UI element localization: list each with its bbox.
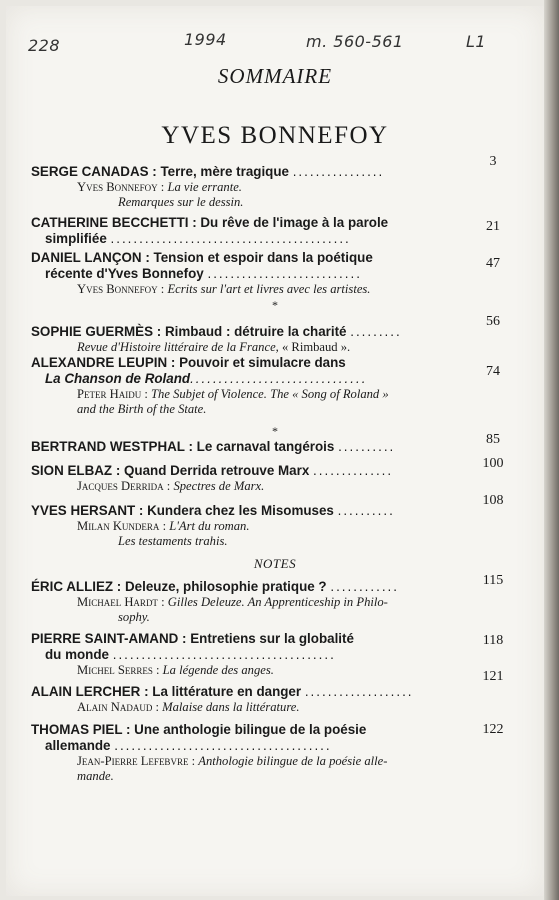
review-author: Jacques Derrida: [77, 479, 164, 493]
entry-author: SERGE CANADAS: [31, 164, 149, 179]
review-line: Milan Kundera : L'Art du roman.: [77, 519, 250, 533]
entry-author: ALEXANDRE LEUPIN: [31, 355, 168, 370]
toc-entry: [31, 631, 501, 678]
entry-title: Le carnaval tangérois: [196, 439, 335, 454]
review-line: [31, 534, 501, 549]
entry-title: Terre, mère tragique: [160, 164, 289, 179]
document-page: [6, 6, 544, 896]
leader-dots: .........: [350, 324, 402, 339]
entry-title: allemande: [45, 738, 111, 753]
entry-heading-cont: [31, 371, 501, 387]
review-title: Anthologie bilingue de la poésie alle-: [198, 754, 388, 768]
leader-dots: ...............................: [190, 371, 368, 386]
entry-page-number: 21: [486, 219, 500, 234]
entry-heading: PIERRE SAINT-AMAND : Entretiens sur la globalité: [31, 631, 354, 646]
review-title: Les testaments trahis.: [118, 534, 228, 548]
entry-title: Tension et espoir dans la poétique: [153, 250, 373, 265]
entry-page-number: 121: [482, 669, 504, 684]
section-separator: *: [272, 424, 278, 438]
review-title: Revue d'Histoire littéraire de la France,: [77, 340, 279, 354]
toc-entry: [31, 684, 501, 715]
book-edge: [544, 0, 559, 900]
review-line: Jacques Derrida : Spectres de Marx.: [77, 479, 265, 493]
entry-title: Quand Derrida retrouve Marx: [124, 463, 310, 478]
entry-page-number: 122: [482, 722, 504, 737]
review-line: [31, 769, 501, 784]
leader-dots: ..........: [337, 503, 395, 518]
toc-entry: [31, 579, 501, 625]
entry-heading: ALAIN LERCHER : La littérature en danger ...................: [31, 684, 414, 699]
entry-author: THOMAS PIEL: [31, 722, 123, 737]
leader-dots: ..............: [313, 463, 394, 478]
entry-heading: SOPHIE GUERMÈS : Rimbaud : détruire la charité .........: [31, 324, 402, 339]
review-title: Remarques sur le dessin.: [118, 195, 244, 209]
entry-page-number: 118: [482, 633, 504, 648]
review-title: Gilles Deleuze. An Apprenticeship in Philo-: [167, 595, 388, 609]
entry-author: YVES HERSANT: [31, 503, 136, 518]
review-line: Jean-Pierre Lefebvre : Anthologie bilingue de la poésie alle-: [77, 754, 388, 768]
toc-entry: [31, 164, 501, 210]
leader-dots: ......................................: [114, 738, 332, 753]
entry-title: La littérature en danger: [152, 684, 302, 699]
leader-dots: ..........................................: [110, 231, 351, 246]
review-title: Spectres de Marx.: [173, 479, 265, 493]
entry-heading-cont: [31, 647, 501, 663]
review-author: Alain Nadaud: [77, 700, 153, 714]
entry-heading: SION ELBAZ : Quand Derrida retrouve Marx ..............: [31, 463, 394, 478]
entry-heading: DANIEL LANÇON : Tension et espoir dans la poétique: [31, 250, 373, 265]
entry-title: Entretiens sur la globalité: [190, 631, 354, 646]
entry-title: Pouvoir et simulacre dans: [179, 355, 346, 370]
review-author: Michel Serres: [77, 663, 153, 677]
entry-title: Une anthologie bilingue de la poésie: [134, 722, 367, 737]
entry-author: ÉRIC ALLIEZ: [31, 579, 114, 594]
entry-heading: SERGE CANADAS : Terre, mère tragique ................: [31, 164, 385, 179]
review-line: Alain Nadaud : Malaise dans la littérature.: [77, 700, 300, 714]
leader-dots: ...........................: [207, 266, 362, 281]
entry-author: ALAIN LERCHER: [31, 684, 141, 699]
leader-dots: ..........: [338, 439, 396, 454]
notes-heading: NOTES: [253, 556, 297, 571]
toc-entry: [31, 503, 501, 549]
review-title: La légende des anges.: [162, 663, 274, 677]
review-author: Jean-Pierre Lefebvre: [77, 754, 189, 768]
leader-dots: ................: [292, 164, 385, 179]
toc-entry: [31, 439, 501, 455]
leader-dots: ............: [330, 579, 399, 594]
review-line: [31, 610, 501, 625]
review-line: [31, 340, 501, 355]
entry-author: BERTRAND WESTPHAL: [31, 439, 185, 454]
entry-heading: ALEXANDRE LEUPIN : Pouvoir et simulacre dans: [31, 355, 346, 370]
entry-heading: BERTRAND WESTPHAL : Le carnaval tangérois ..........: [31, 439, 396, 454]
entry-title: simplifiée: [45, 231, 107, 246]
toc-entry: [31, 215, 501, 247]
entry-author: PIERRE SAINT-AMAND: [31, 631, 179, 646]
toc-entry: [31, 463, 501, 494]
page-title: SOMMAIRE: [217, 64, 333, 88]
entry-page-number: 47: [486, 256, 500, 271]
entry-heading-cont: [31, 738, 501, 754]
entry-author: SION ELBAZ: [31, 463, 113, 478]
review-line: Yves Bonnefoy : La vie errante.: [77, 180, 242, 194]
section-separator: *: [272, 298, 278, 312]
entry-title: Deleuze, philosophie pratique ?: [124, 579, 327, 594]
handwritten-range: m. 560-561: [306, 32, 404, 51]
toc-entry: [31, 722, 501, 784]
entry-author: CATHERINE BECCHETTI: [31, 215, 189, 230]
entry-heading-cont: [31, 231, 501, 247]
review-author: Yves Bonnefoy: [77, 282, 158, 296]
issue-subject: YVES BONNEFOY: [161, 122, 389, 149]
leader-dots: .......................................: [112, 647, 336, 662]
review-author: Milan Kundera: [77, 519, 160, 533]
entry-page-number: 3: [489, 154, 497, 169]
entry-heading: YVES HERSANT : Kundera chez les Misomuses ..........: [31, 503, 395, 518]
review-detail: « Rimbaud ».: [281, 340, 351, 354]
entry-author: DANIEL LANÇON: [31, 250, 142, 265]
handwritten-code: L1: [466, 32, 487, 51]
toc-entry: [31, 250, 501, 297]
review-title: and the Birth of the State.: [77, 402, 207, 416]
review-line: Michel Serres : La légende des anges.: [77, 663, 274, 677]
review-author: Yves Bonnefoy: [77, 180, 158, 194]
review-line: Peter Haidu : The Subjet of Violence. The « Song of Roland »: [77, 387, 389, 401]
handwritten-year: 1994: [184, 30, 227, 49]
review-title: sophy.: [118, 610, 150, 624]
handwritten-number: 228: [28, 36, 61, 55]
entry-title: La Chanson de Roland: [45, 371, 191, 386]
entry-title: du monde: [45, 647, 109, 662]
entry-author: SOPHIE GUERMÈS: [31, 324, 154, 339]
entry-page-number: 115: [482, 573, 504, 588]
entry-title: Du rêve de l'image à la parole: [200, 215, 389, 230]
review-author: Michael Hardt: [77, 595, 158, 609]
review-title: Malaise dans la littérature.: [162, 700, 300, 714]
review-title: L'Art du roman.: [169, 519, 250, 533]
review-title: The Subjet of Violence. The « Song of Roland »: [151, 387, 389, 401]
review-author: Peter Haidu: [77, 387, 142, 401]
review-title: mande.: [77, 769, 114, 783]
review-title: Ecrits sur l'art et livres avec les artistes.: [167, 282, 371, 296]
entry-heading: CATHERINE BECCHETTI : Du rêve de l'image à la parole: [31, 215, 389, 230]
review-title: La vie errante.: [167, 180, 242, 194]
entry-page-number: 108: [482, 493, 504, 508]
review-line: Yves Bonnefoy : Ecrits sur l'art et livres avec les artistes.: [77, 282, 371, 296]
entry-title: Rimbaud : détruire la charité: [164, 324, 347, 339]
entry-title: Kundera chez les Misomuses: [147, 503, 334, 518]
entry-page-number: 74: [486, 364, 500, 379]
toc-entry: [31, 324, 501, 355]
entry-heading: ÉRIC ALLIEZ : Deleuze, philosophie pratique ? ............: [31, 579, 399, 594]
leader-dots: ...................: [304, 684, 414, 699]
toc-entry: [31, 355, 501, 417]
entry-page-number: 85: [486, 432, 500, 447]
review-line: Michael Hardt : Gilles Deleuze. An Apprenticeship in Philo-: [77, 595, 388, 609]
review-line: [31, 402, 501, 417]
entry-page-number: 100: [482, 456, 504, 471]
entry-heading-cont: [31, 266, 501, 282]
entry-heading: THOMAS PIEL : Une anthologie bilingue de la poésie: [31, 722, 367, 737]
review-line: [31, 195, 501, 210]
entry-title: récente d'Yves Bonnefoy: [45, 266, 204, 281]
entry-page-number: 56: [486, 314, 500, 329]
